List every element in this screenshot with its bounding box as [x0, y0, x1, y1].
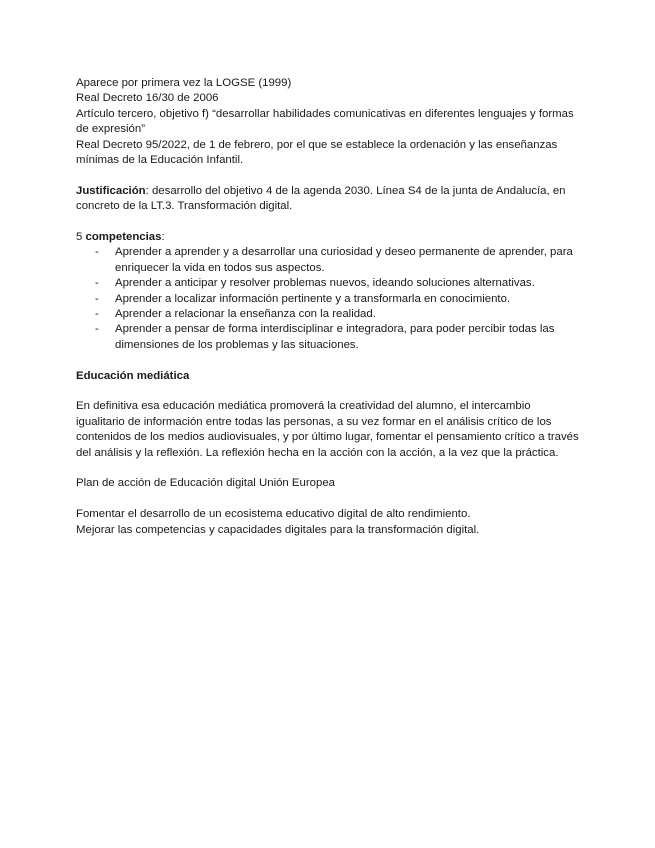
- educacion-mediatica-paragraph: En definitiva esa educación mediática promoverá la creatividad del alumno, el intercambio igualitario de información entre todas las personas, a su vez formar en el análisis crítico de los contenidos de los medios audiovisuales, y por último lugar, fomentar el pensamiento crítico a través del análisis y la reflexión. La reflexión hecha en la acción con la acción, a la vez que la práctica.: [76, 400, 579, 459]
- list-item: [76, 276, 581, 291]
- dash-bullet: -: [95, 308, 99, 321]
- list-item-text: Aprender a anticipar y resolver problemas nuevos, ideando soluciones alternativas.: [115, 277, 535, 290]
- intro-line-real-decreto-2022: Real Decreto 95/2022, de 1 de febrero, por el que se establece la ordenación y las enseñanzas mínimas de la Educación Infantil.: [76, 138, 558, 167]
- spacer: [76, 215, 581, 230]
- intro-line-logse: Aparece por primera vez la LOGSE (1999): [76, 77, 292, 89]
- competencias-heading: [76, 230, 581, 245]
- dash-bullet: -: [95, 292, 99, 305]
- spacer: [76, 461, 581, 476]
- plan-title: Plan de acción de Educación digital Unión Europea: [76, 477, 335, 490]
- list-item-text: Aprender a relacionar la enseñanza con la realidad.: [115, 308, 376, 321]
- document-page: [76, 76, 581, 538]
- list-item: [76, 307, 581, 322]
- dash-bullet: -: [95, 323, 99, 336]
- spacer: [76, 384, 581, 399]
- competencias-prefix: 5: [76, 231, 86, 244]
- educacion-mediatica-heading: Educación mediática: [76, 369, 190, 382]
- intro-line-real-decreto-2006: Real Decreto 16/30 de 2006: [76, 92, 219, 105]
- plan-line-competencias: Mejorar las competencias y capacidades digitales para la transformación digital.: [76, 523, 480, 536]
- justificacion-paragraph: [76, 184, 581, 215]
- dash-bullet: -: [95, 246, 99, 259]
- list-item-text: Aprender a pensar de forma interdisciplinar e integradora, para poder percibir todas las dimensiones de los problemas y las situaciones.: [115, 323, 555, 351]
- justificacion-text: : desarrollo del objetivo 4 de la agenda 2030. Línea S4 de la junta de Andalucía, en concreto de la LT.3. Transformación digital.: [76, 184, 566, 213]
- spacer: [76, 492, 581, 507]
- justificacion-label: Justificación: [76, 184, 146, 197]
- intro-line-articulo-tercero: Artículo tercero, objetivo f) “desarrollar habilidades comunicativas en diferentes lenguajes y formas de expresión”: [76, 107, 574, 136]
- dash-bullet: -: [95, 277, 99, 290]
- list-item-text: Aprender a aprender y a desarrollar una curiosidad y deseo permanente de aprender, para enriquecer la vida en todos sus aspectos.: [115, 246, 573, 274]
- spacer: [76, 353, 581, 368]
- list-item: [76, 322, 581, 353]
- competencias-list: [76, 245, 581, 353]
- competencias-suffix: :: [161, 231, 165, 244]
- list-item: [76, 245, 581, 276]
- list-item: [76, 292, 581, 307]
- list-item-text: Aprender a localizar información pertinente y a transformarla en conocimiento.: [115, 292, 511, 305]
- plan-line-ecosistema: Fomentar el desarrollo de un ecosistema educativo digital de alto rendimiento.: [76, 508, 471, 521]
- competencias-label: competencias: [85, 231, 162, 244]
- spacer: [76, 168, 581, 183]
